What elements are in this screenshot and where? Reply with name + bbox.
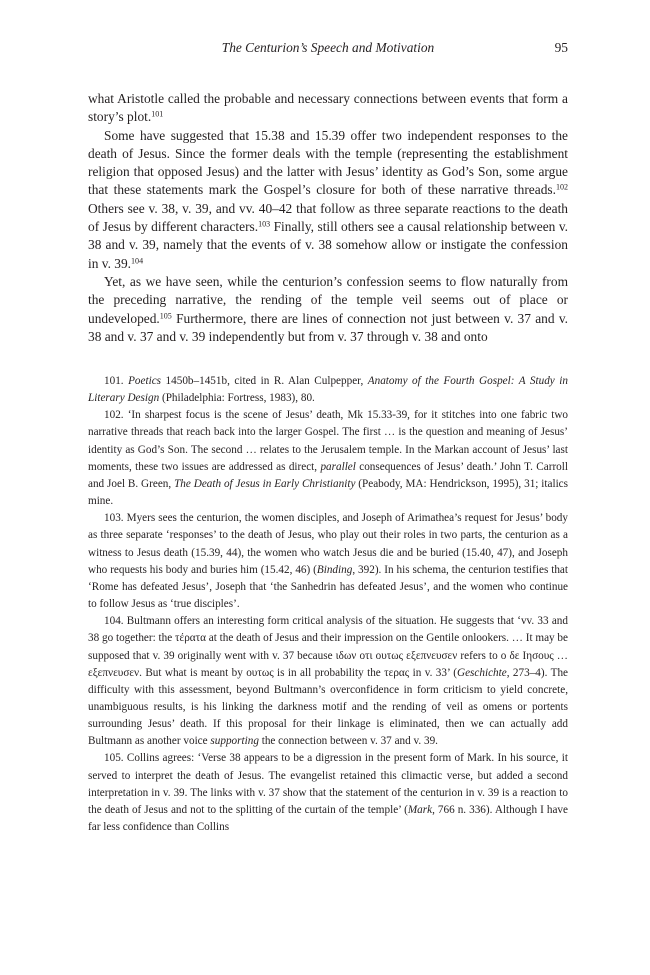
page-number: 95 xyxy=(554,40,568,55)
footnote-101-text: (Philadelphia: Fortress, 1983), 80. xyxy=(159,392,315,405)
footnote-101-book-title: Anatomy of the Fourth Gospel: A Study in Literary Design xyxy=(88,375,568,405)
footnote-101-title-poetics: Poetics xyxy=(128,375,162,387)
running-header xyxy=(88,40,568,60)
footnote-ref-105: 105 xyxy=(159,311,172,321)
footnote-ref-101: 101 xyxy=(151,109,164,119)
paragraph-3 xyxy=(88,273,568,346)
footnote-104-book-title: Geschichte xyxy=(457,666,507,679)
footnote-101 xyxy=(88,373,568,407)
footnote-102 xyxy=(88,407,568,510)
paragraph-2-text-a: Some have suggested that 15.38 and 15.39 offer two independent responses to the death of Jesus. Since the former deals with the temple (representing the establishment religion that opposed Jesus) and the latter with Jesus’ identity as God’s Son, some argue that these statements mark the Gospel’s closure for both of these narrative threads. xyxy=(88,127,568,198)
paragraph-1 xyxy=(88,90,568,127)
footnote-103 xyxy=(88,510,568,613)
footnotes xyxy=(88,373,568,836)
footnote-103-book-title: Binding xyxy=(316,563,353,576)
footnote-103-text: , 392). In his schema, the centurion testifies that ‘Rome has defeated Jesus’, Joseph that ‘the Sanhedrin has defeated Jesus’, and the women who continue to follow Jesus as ‘true disciples’. xyxy=(88,563,569,611)
footnote-101-text: 1450b–1451b, cited in R. Alan Culpepper, xyxy=(161,375,368,387)
paragraph-3-text-a: Yet, as we have seen, while the centurion’s confession seems to flow naturally from the preceding narrative, the rending of the temple veil seems out of place or undeveloped. xyxy=(88,273,568,326)
running-title: The Centurion’s Speech and Motivation xyxy=(221,40,435,55)
footnote-ref-103: 103 xyxy=(258,219,271,229)
footnote-105-text: , 766 n. 336). Although I have far less confidence than Collins xyxy=(88,803,568,834)
paragraph-1-text: what Aristotle called the probable and necessary connections between events that form a story’s plot. xyxy=(88,91,568,125)
footnote-102-text: 102. ‘In sharpest focus is the scene of Jesus’ death, Mk 15.33-39, for it stitches into one fabric two narrative threads that reach back into the larger Gospel. The first … is the question and meaning of Jesus’ identity as God’s Son. The second … relates to the Jerusalem temple. In the Markan account of Jesus’ last moments, these two issues are addressed as direct, xyxy=(88,409,568,473)
paragraph-2 xyxy=(88,127,568,273)
footnote-104-text: 104. Bultmann offers an interesting form critical analysis of the situation. He suggests that ‘vv. 33 and 38 go together: the τέρατα at the death of Jesus and their impression on the Gentile onlookers. … It may be supposed that v. 39 originally went with v. 37 because ιδων οτι ουτως εξεπνευσεν refers to ο δε Ιησους … εξεπνευσεν. But what is meant by ουτως is in all probability the τερας in v. 33’ ( xyxy=(88,615,568,679)
footnote-102-emphasis: parallel xyxy=(320,460,356,473)
footnote-104 xyxy=(88,613,568,750)
footnote-101-text: 101. xyxy=(104,375,129,387)
footnote-ref-102: 102 xyxy=(555,183,568,193)
footnote-105-book-title: Mark xyxy=(407,803,433,816)
footnote-104-text: the connection between v. 37 and v. 39. xyxy=(258,735,438,748)
paragraph-3-text-b: Furthermore, there are lines of connection not just between v. 37 and v. 38 and v. 37 and v. 39 independently but from v. 37 through v. 38 and onto xyxy=(88,310,568,344)
footnote-102-text: (Peabody, MA: Hendrickson, 1995), 31; italics mine. xyxy=(88,477,568,508)
footnote-104-emphasis: supporting xyxy=(210,735,259,748)
footnote-105-text: 105. Collins agrees: ‘Verse 38 appears to be a digression in the present form of Mark. In his source, it served to interpret the death of Jesus. The evangelist retained this climactic verse, but added a second interpretation in v. 39. The links with v. 37 show that the statement of the centurion in v. 39 is a reaction to the death of Jesus and not to the splitting of the curtain of the temple’ ( xyxy=(88,752,568,816)
footnote-105 xyxy=(88,750,568,836)
footnote-102-book-title: The Death of Jesus in Early Christianity xyxy=(174,477,356,490)
main-text xyxy=(88,90,568,346)
footnote-103-text: 103. Myers sees the centurion, the women disciples, and Joseph of Arimathea’s request for Jesus’ body as three separate ‘responses’ to the death of Jesus, who play out their roles in two parts, the centurion as a witness to Jesus death (15.39, 44), the women who watch Jesus die and be buried (15.40, 47), and Joseph who requests his body and buries him (15.42, 46) ( xyxy=(88,512,568,576)
paragraph-2-text-c: Finally, still others see a causal relationship between v. 38 and v. 39, namely that the events of v. 38 somehow allow or instigate the confession in v. 39. xyxy=(88,219,568,271)
paragraph-2-text-b: Others see v. 38, v. 39, and vv. 40–42 that follow as three separate reactions to the death of Jesus by different characters. xyxy=(88,200,568,235)
footnote-104-text: , 273–4). The difficulty with this assessment, beyond Bultmann’s overconfidence in form criticism to yield concrete, unambiguous results, is his linking the darkness motif and the rending of veil as omens or portents surrounding Jesus’ death. If this proposal for their linkage is eliminated, then we can actually add Bultmann as another voice xyxy=(88,666,569,748)
footnote-102-text: consequences of Jesus’ death.’ John T. Carroll and Joel B. Green, xyxy=(88,460,568,490)
footnote-ref-104: 104 xyxy=(131,256,144,266)
